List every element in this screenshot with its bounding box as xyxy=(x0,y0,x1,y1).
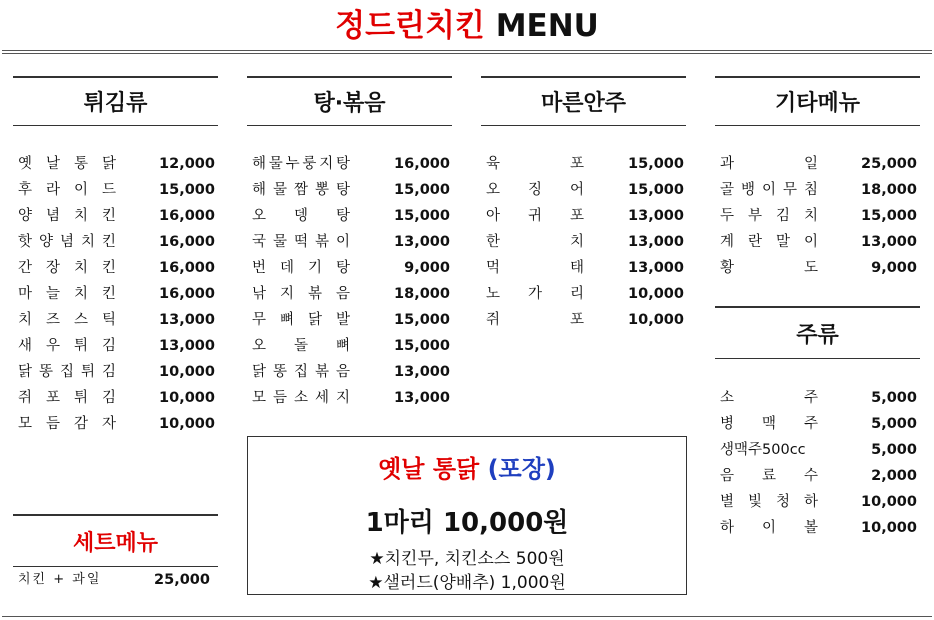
fried-item xyxy=(18,333,215,359)
set-header: 세트메뉴 xyxy=(72,531,158,556)
set-item xyxy=(18,567,210,593)
stew-item-name: 오 돌 뼈 xyxy=(252,338,350,354)
fried-item xyxy=(18,385,215,411)
other-item xyxy=(720,255,917,281)
other-item xyxy=(720,177,917,203)
other-header: 기타메뉴 xyxy=(774,91,860,116)
fried-item-name: 새 우 튀 김 xyxy=(18,338,116,354)
brand-name: 정드린치킨 xyxy=(335,8,485,44)
stew-header-top-rule xyxy=(247,76,452,78)
other-item-name: 황 도 xyxy=(720,260,818,276)
dry-item-price: 10,000 xyxy=(628,286,684,302)
drinks-item-price: 5,000 xyxy=(871,416,917,432)
fried-item-name: 후 라 이 드 xyxy=(18,182,116,198)
dry-item-name: 노 가 리 xyxy=(486,286,584,302)
other-item xyxy=(720,151,917,177)
fried-item-price: 12,000 xyxy=(159,156,215,172)
other-item-price: 9,000 xyxy=(871,260,917,276)
drinks-item-price: 5,000 xyxy=(871,390,917,406)
promo-box xyxy=(247,436,687,595)
other-list xyxy=(720,151,917,281)
dry-item-name: 육 포 xyxy=(486,156,584,172)
other-item-name: 골 뱅 이 무 침 xyxy=(720,182,818,198)
fried-item xyxy=(18,255,215,281)
stew-item-name: 낚 지 볶 음 xyxy=(252,286,350,302)
fried-item-name: 닭 똥 집 튀 김 xyxy=(18,364,116,380)
stew-item xyxy=(252,255,450,281)
dry-item xyxy=(486,151,684,177)
other-item-price: 15,000 xyxy=(861,208,917,224)
fried-item-price: 16,000 xyxy=(159,208,215,224)
stew-item-price: 15,000 xyxy=(394,338,450,354)
stew-item-price: 13,000 xyxy=(394,364,450,380)
drinks-item-price: 2,000 xyxy=(871,468,917,484)
drinks-item-name: 생맥주500cc xyxy=(720,442,806,458)
stew-item-price: 9,000 xyxy=(404,260,450,276)
page-title xyxy=(0,4,934,48)
star-icon: ★ xyxy=(368,573,384,593)
stew-item-name: 번 데 기 탕 xyxy=(252,260,350,276)
dry-item xyxy=(486,229,684,255)
other-item-price: 18,000 xyxy=(861,182,917,198)
stew-item xyxy=(252,333,450,359)
dry-item xyxy=(486,307,684,333)
dry-item xyxy=(486,281,684,307)
dry-item-name: 아 귀 포 xyxy=(486,208,584,224)
fried-item-price: 16,000 xyxy=(159,260,215,276)
other-item xyxy=(720,229,917,255)
fried-item-name: 모 듬 감 자 xyxy=(18,416,116,432)
stew-item xyxy=(252,281,450,307)
fried-item-price: 15,000 xyxy=(159,182,215,198)
drinks-item-price: 10,000 xyxy=(861,520,917,536)
stew-header: 탕·볶음 xyxy=(313,91,386,116)
drinks-item-name: 별 빛 청 하 xyxy=(720,494,818,510)
fried-item xyxy=(18,177,215,203)
fried-item-name: 핫 양 념 치 킨 xyxy=(18,234,116,250)
drinks-item-price: 10,000 xyxy=(861,494,917,510)
fried-item-price: 10,000 xyxy=(159,416,215,432)
drinks-item-name: 병 맥 주 xyxy=(720,416,818,432)
other-item-name: 과 일 xyxy=(720,156,818,172)
dry-item-name: 오 징 어 xyxy=(486,182,584,198)
stew-item xyxy=(252,177,450,203)
promo-extras xyxy=(248,547,686,595)
other-item-name: 두 부 김 치 xyxy=(720,208,818,224)
dry-item-price: 15,000 xyxy=(628,156,684,172)
drinks-list xyxy=(720,385,917,541)
dry-item xyxy=(486,255,684,281)
other-header-top-rule xyxy=(715,76,920,78)
stew-item xyxy=(252,203,450,229)
fried-item-name: 양 념 치 킨 xyxy=(18,208,116,224)
stew-item xyxy=(252,229,450,255)
dry-item-price: 15,000 xyxy=(628,182,684,198)
other-item-price: 25,000 xyxy=(861,156,917,172)
dry-item-name: 먹 태 xyxy=(486,260,584,276)
fried-item xyxy=(18,307,215,333)
stew-item-price: 16,000 xyxy=(394,156,450,172)
stew-item-price: 13,000 xyxy=(394,234,450,250)
stew-item-name: 해 물 짬 뽕 탕 xyxy=(252,182,350,198)
stew-item-name: 해 물 누 룽 지 탕 xyxy=(252,156,350,172)
set-item-price: 25,000 xyxy=(154,572,210,588)
drinks-item xyxy=(720,515,917,541)
dry-item-name: 쥐 포 xyxy=(486,312,584,328)
drinks-item xyxy=(720,437,917,463)
dry-item-price: 13,000 xyxy=(628,260,684,276)
fried-item xyxy=(18,359,215,385)
fried-header-bottom-rule xyxy=(13,125,218,126)
drinks-item-price: 5,000 xyxy=(871,442,917,458)
dry-item-price: 13,000 xyxy=(628,234,684,250)
drinks-item-name: 하 이 볼 xyxy=(720,520,818,536)
drinks-item xyxy=(720,385,917,411)
fried-item xyxy=(18,281,215,307)
drinks-item xyxy=(720,411,917,437)
promo-extra-1 xyxy=(248,547,686,571)
dry-header-bottom-rule xyxy=(481,125,686,126)
fried-item-price: 10,000 xyxy=(159,364,215,380)
title-divider-bottom xyxy=(2,53,932,54)
promo-title xyxy=(248,449,686,484)
fried-header: 튀김류 xyxy=(83,91,148,116)
stew-item xyxy=(252,307,450,333)
stew-item-price: 15,000 xyxy=(394,182,450,198)
dry-item xyxy=(486,203,684,229)
drinks-item xyxy=(720,489,917,515)
stew-item-price: 18,000 xyxy=(394,286,450,302)
fried-item-price: 13,000 xyxy=(159,338,215,354)
dry-list xyxy=(486,151,684,333)
drinks-header: 주류 xyxy=(796,323,839,348)
fried-item-name: 쥐 포 튀 김 xyxy=(18,390,116,406)
fried-item xyxy=(18,203,215,229)
promo-price: 1마리 10,000원 xyxy=(365,508,569,538)
fried-item-name: 치 즈 스 틱 xyxy=(18,312,116,328)
set-header-top-rule xyxy=(13,514,218,516)
other-item-price: 13,000 xyxy=(861,234,917,250)
fried-item-price: 13,000 xyxy=(159,312,215,328)
fried-item xyxy=(18,411,215,437)
drinks-item-name: 음 료 수 xyxy=(720,468,818,484)
promo-title-text: 옛날 통닭 xyxy=(378,455,480,483)
drinks-header-bottom-rule xyxy=(715,358,920,359)
stew-item-name: 모 듬 소 세 지 xyxy=(252,390,350,406)
fried-item-name: 간 장 치 킨 xyxy=(18,260,116,276)
stew-item xyxy=(252,359,450,385)
stew-item-price: 15,000 xyxy=(394,208,450,224)
dry-item-price: 13,000 xyxy=(628,208,684,224)
title-suffix: MENU xyxy=(495,8,599,44)
fried-item-name: 옛 날 통 닭 xyxy=(18,156,116,172)
stew-item-price: 13,000 xyxy=(394,390,450,406)
drinks-header-top-rule xyxy=(715,306,920,308)
stew-item-name: 국 물 떡 볶 이 xyxy=(252,234,350,250)
drinks-item-name: 소 주 xyxy=(720,390,818,406)
fried-header-top-rule xyxy=(13,76,218,78)
stew-item xyxy=(252,151,450,177)
other-item xyxy=(720,203,917,229)
fried-list xyxy=(18,151,215,437)
title-divider-top xyxy=(2,50,932,51)
stew-item xyxy=(252,385,450,411)
dry-item-name: 한 치 xyxy=(486,234,584,250)
dry-header: 마른안주 xyxy=(540,91,626,116)
stew-header-bottom-rule xyxy=(247,125,452,126)
set-list xyxy=(18,567,210,593)
dry-item-price: 10,000 xyxy=(628,312,684,328)
set-item-name: 치킨 + 과일 xyxy=(18,572,102,587)
promo-title-tag: (포장) xyxy=(487,455,556,483)
stew-item-name: 닭 똥 집 볶 음 xyxy=(252,364,350,380)
promo-extra-1-text: 치킨무, 치킨소스 500원 xyxy=(384,549,565,569)
other-item-name: 계 란 말 이 xyxy=(720,234,818,250)
fried-item xyxy=(18,151,215,177)
fried-item-price: 10,000 xyxy=(159,390,215,406)
fried-item-price: 16,000 xyxy=(159,234,215,250)
stew-item-name: 무 뼈 닭 발 xyxy=(252,312,350,328)
promo-extra-2 xyxy=(248,571,686,595)
stew-item-price: 15,000 xyxy=(394,312,450,328)
dry-item xyxy=(486,177,684,203)
drinks-item xyxy=(720,463,917,489)
stew-list xyxy=(252,151,450,411)
star-icon: ★ xyxy=(369,549,385,569)
dry-header-top-rule xyxy=(481,76,686,78)
fried-item xyxy=(18,229,215,255)
promo-extra-2-text: 샐러드(양배추) 1,000원 xyxy=(383,573,566,593)
stew-item-name: 오 뎅 탕 xyxy=(252,208,350,224)
other-header-bottom-rule xyxy=(715,125,920,126)
fried-item-name: 마 늘 치 킨 xyxy=(18,286,116,302)
footer-rule xyxy=(2,616,932,617)
fried-item-price: 16,000 xyxy=(159,286,215,302)
